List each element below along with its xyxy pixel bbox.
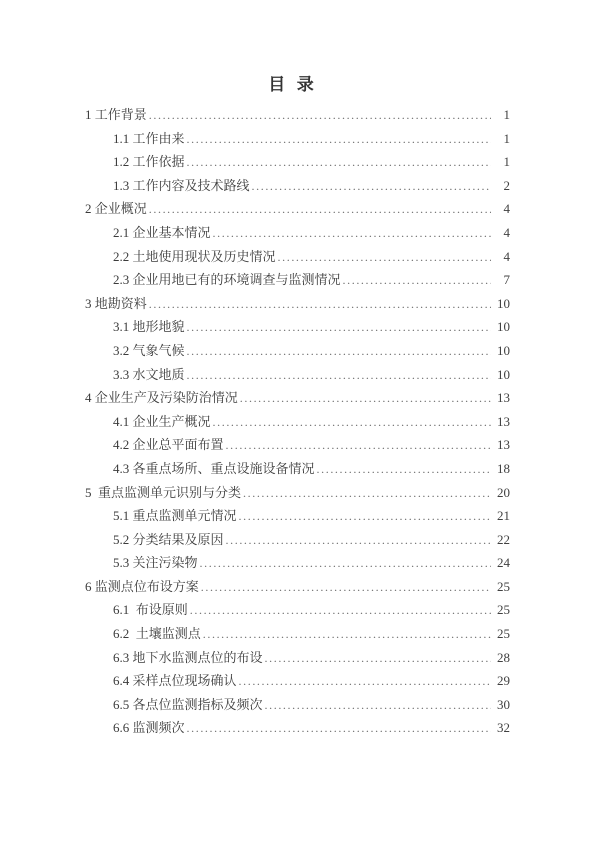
- toc-entry-page-number: 10: [497, 342, 510, 358]
- toc-entry: [85, 693, 510, 717]
- toc-entry: [85, 716, 510, 740]
- toc-entry-page-number: 7: [503, 272, 510, 288]
- toc-dot-leader: [187, 151, 491, 175]
- toc-entry: [85, 504, 510, 528]
- toc-entry-page-number: 20: [497, 484, 510, 500]
- toc-dot-leader: [187, 316, 491, 340]
- toc-dot-leader: [240, 387, 491, 411]
- toc-entry: [85, 528, 510, 552]
- toc-entry-page-number: 4: [503, 248, 510, 264]
- toc-dot-leader: [278, 246, 491, 270]
- toc-dot-leader: [203, 623, 491, 647]
- toc-dot-leader: [187, 717, 491, 741]
- toc-entry-label: 3 地勘资料: [85, 295, 147, 311]
- toc-entry-label: 6.3 地下水监测点位的布设: [113, 649, 263, 665]
- toc-entry: [85, 150, 510, 174]
- toc-entry-page-number: 1: [503, 107, 510, 122]
- toc-dot-leader: [149, 198, 491, 222]
- toc-entry-label: 2.2 土地使用现状及历史情况: [113, 248, 276, 264]
- toc-entry-label: 3.2 气象气候: [113, 342, 185, 358]
- toc-entry: [85, 174, 510, 198]
- toc-entry: [85, 103, 510, 127]
- toc-entry: [85, 575, 510, 599]
- toc-entry-label: 5 重点监测单元识别与分类: [85, 484, 242, 500]
- toc-entry-page-number: 4: [503, 224, 510, 240]
- toc-entry: [85, 339, 510, 363]
- toc-dot-leader: [226, 529, 491, 553]
- toc-entry-label: 1.3 工作内容及技术路线: [113, 177, 250, 193]
- toc-entry-label: 4.1 企业生产概况: [113, 413, 211, 429]
- toc-entry-page-number: 1: [503, 154, 510, 170]
- toc-entry-label: 3.1 地形地貌: [113, 319, 185, 335]
- toc-entry: [85, 197, 510, 221]
- toc-entry-label: 4 企业生产及污染防治情况: [85, 390, 238, 406]
- toc-entry-page-number: 29: [497, 673, 510, 689]
- toc-entry-page-number: 2: [503, 177, 510, 193]
- toc-entry-label: 4.3 各重点场所、重点设施设备情况: [113, 460, 315, 476]
- toc-dot-leader: [187, 364, 491, 388]
- toc-list: [85, 103, 510, 740]
- toc-entry: [85, 292, 510, 316]
- toc-dot-leader: [187, 340, 491, 364]
- toc-entry: [85, 433, 510, 457]
- toc-entry: [85, 598, 510, 622]
- toc-dot-leader: [343, 269, 491, 293]
- toc-entry-page-number: 1: [503, 130, 510, 146]
- toc-entry-label: 6.4 采样点位现场确认: [113, 673, 237, 689]
- toc-dot-leader: [200, 552, 491, 576]
- toc-entry-page-number: 10: [497, 319, 510, 335]
- toc-entry-page-number: 13: [497, 390, 510, 406]
- toc-entry: [85, 245, 510, 269]
- toc-entry: [85, 221, 510, 245]
- toc-entry: [85, 363, 510, 387]
- toc-dot-leader: [213, 222, 491, 246]
- toc-entry-page-number: 10: [497, 295, 510, 311]
- toc-dot-leader: [149, 104, 491, 128]
- toc-entry-label: 2.1 企业基本情况: [113, 224, 211, 240]
- toc-entry-page-number: 13: [497, 413, 510, 429]
- toc-entry-label: 6.5 各点位监测指标及频次: [113, 696, 263, 712]
- toc-entry: [85, 268, 510, 292]
- toc-entry: [85, 622, 510, 646]
- toc-dot-leader: [243, 482, 491, 506]
- toc-entry-page-number: 13: [497, 437, 510, 453]
- toc-entry-page-number: 24: [497, 555, 510, 571]
- toc-entry-page-number: 4: [503, 201, 510, 217]
- toc-dot-leader: [239, 505, 491, 529]
- toc-entry-label: 4.2 企业总平面布置: [113, 437, 224, 453]
- toc-dot-leader: [265, 647, 491, 671]
- toc-entry-label: 2 企业概况: [85, 201, 147, 217]
- toc-dot-leader: [187, 128, 491, 152]
- toc-entry-label: 6.1 布设原则: [113, 602, 188, 618]
- toc-entry-label: 1 工作背景: [85, 107, 147, 122]
- toc-entry: [85, 669, 510, 693]
- toc-entry-label: 5.2 分类结果及原因: [113, 531, 224, 547]
- toc-entry-page-number: 25: [497, 578, 510, 594]
- toc-entry: [85, 646, 510, 670]
- toc-entry-label: 6.2 土壤监测点: [113, 626, 201, 642]
- toc-entry-label: 3.3 水文地质: [113, 366, 185, 382]
- toc-entry-page-number: 22: [497, 531, 510, 547]
- toc-dot-leader: [317, 458, 491, 482]
- toc-entry-label: 1.2 工作依据: [113, 154, 185, 170]
- toc-entry-page-number: 21: [497, 508, 510, 524]
- toc-entry: [85, 386, 510, 410]
- toc-dot-leader: [226, 434, 491, 458]
- toc-dot-leader: [213, 411, 491, 435]
- toc-dot-leader: [239, 670, 491, 694]
- toc-dot-leader: [190, 599, 491, 623]
- toc-dot-leader: [201, 576, 491, 600]
- toc-dot-leader: [265, 694, 491, 718]
- toc-entry-page-number: 30: [497, 696, 510, 712]
- toc-entry-page-number: 32: [497, 720, 510, 736]
- toc-entry-label: 6.6 监测频次: [113, 720, 185, 736]
- toc-entry-label: 5.1 重点监测单元情况: [113, 508, 237, 524]
- toc-entry-page-number: 10: [497, 366, 510, 382]
- toc-entry: [85, 410, 510, 434]
- toc-entry-label: 1.1 工作由来: [113, 130, 185, 146]
- toc-entry: [85, 127, 510, 151]
- toc-entry-page-number: 25: [497, 602, 510, 618]
- toc-entry: [85, 481, 510, 505]
- toc-entry-page-number: 18: [497, 460, 510, 476]
- page-title: 目 录: [268, 75, 315, 94]
- toc-entry: [85, 457, 510, 481]
- toc-entry-page-number: 28: [497, 649, 510, 665]
- toc-dot-leader: [149, 293, 491, 317]
- toc-entry-page-number: 25: [497, 626, 510, 642]
- toc-entry: [85, 315, 510, 339]
- toc-entry-label: 6 监测点位布设方案: [85, 578, 199, 594]
- toc-entry-label: 5.3 关注污染物: [113, 555, 198, 571]
- toc-entry-label: 2.3 企业用地已有的环境调查与监测情况: [113, 272, 341, 288]
- toc-entry: [85, 551, 510, 575]
- toc-dot-leader: [252, 175, 491, 199]
